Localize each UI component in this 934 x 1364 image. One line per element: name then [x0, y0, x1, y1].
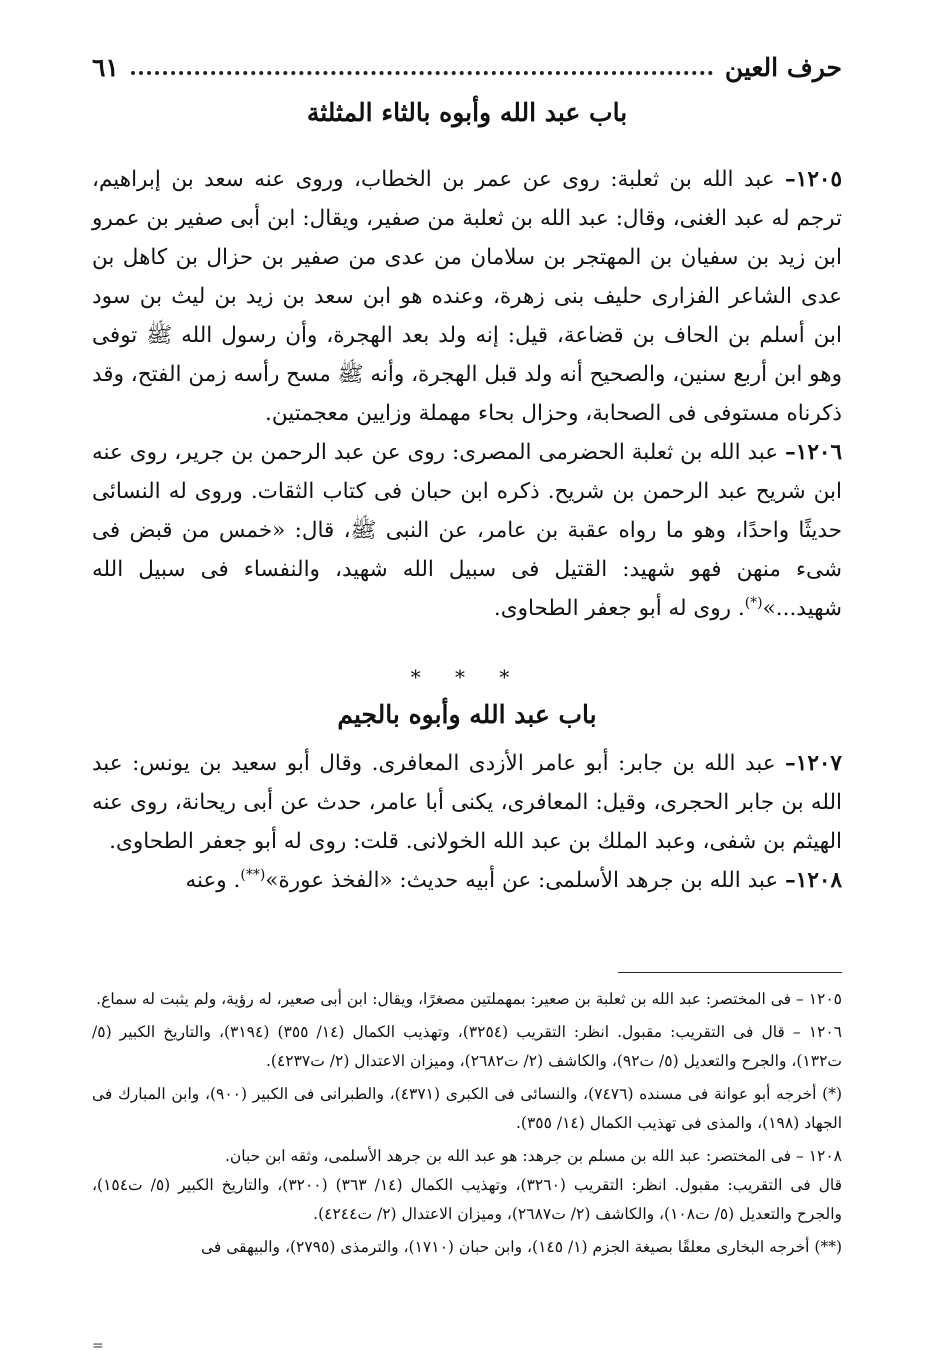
section-separator: * * * — [410, 665, 524, 689]
footnote-double-star: (**) أخرجه البخارى معلقًا بصيغة الجزم (١/ ١٤٥)، وابن حبان (١٧١٠)، والترمذى (٢٧٩٥)، والبيهقى فى — [201, 1238, 842, 1256]
footnote-1206: ١٢٠٦ – قال فى التقريب: مقبول. انظر: التقريب (٣٢٥٤)، وتهذيب الكمال (١٤/ ٣٥٥) (٣١٩٤)، والتاريخ الكبير (٥/ ت١٣٢)، والجرح والتعديل (٥/ ت٩٢)، والكاشف (٢/ ت٢٦٨٢)، وميزان الاعتدال (٢/ ت٤٢٣٧). — [92, 1023, 842, 1070]
chapter-title: حرف العين — [724, 52, 842, 82]
footnote-ref[interactable]: (**) — [240, 866, 266, 883]
footnotes — [92, 985, 842, 1262]
entry-number: ١٢٠٨– — [785, 868, 842, 893]
footnote-1208: ١٢٠٨ – فى المختصر: عبد الله بن مسلم بن جرهد: هو عبد الله بن جرهد الأسلمى، وثقه ابن حبان. — [224, 1147, 842, 1165]
entry-text-tail: . وعنه — [185, 868, 241, 893]
entry-1208 — [92, 861, 842, 900]
entry-text-tail: . روى له أبو جعفر الطحاوى. — [493, 596, 745, 621]
entry-text: عبد الله بن ثعلبة: روى عن عمر بن الخطاب، وروى عنه سعد بن إبراهيم، ترجم له عبد الغنى، وقال: عبد الله بن ثعلبة من صفير، ويقال: ابن أبى صفير بن عمرو ابن زيد بن سفيان بن المهتجر بن سلامان من عدى من صفير بن حزال بن كاهل بن عدى الشاعر الفزارى حليف بنى زهرة، وعنده هو ابن سعد بن زيد بن ليث بن سود ابن أسلم بن الحاف بن قضاعة، قيل: إنه ولد بعد الهجرة، وأن رسول الله ﷺ توفى وهو ابن أربع سنين، والصحيح أنه ولد قبل الهجرة، وأنه ﷺ مسح رأسه زمن الفتح، وقد ذكرناه مستوفى فى الصحابة، وحزال بحاء مهملة وزايين معجمتين. — [92, 167, 842, 426]
footnote-1208-cont: قال فى التقريب: مقبول. انظر: التقريب (٣٢٦٠)، وتهذيب الكمال (١٤/ ٣٦٣) (٣٢٠٠)، والتاريخ الكبير (٥/ ت١٥٤)، والجرح والتعديل (٥/ ت١٠٨)، والكاشف (٢/ ت٢٦٨٧)، وميزان الاعتدال (٢/ ت٤٢٤٤). — [92, 1176, 843, 1223]
entry-text: عبد الله بن ثعلبة الحضرمى المصرى: روى عن عبد الرحمن بن جرير، روى عنه ابن شريح عبد الرحمن بن شريح. ذكره ابن حبان فى كتاب الثقات. وروى له النسائى حديثًا واحدًا، وهو ما رواه عقبة بن عامر، عن النبى ﷺ، قال: «خمس من قبض فى شىء منهن فهو شهيد: القتيل فى سبيل الله شهيد، والنفساء فى سبيل الله شهيد...» — [92, 440, 842, 621]
entry-number: ١٢٠٦– — [785, 440, 842, 465]
footnote-star: (*) أخرجه أبو عوانة فى مسنده (٧٤٧٦)، والنسائى فى الكبرى (٤٣٧١)، والطبرانى فى الكبير (٩٠٠)، وابن المبارك فى الجهاد (١٩٨)، والمذى فى تهذيب الكمال (١٤/ ٣٥٥). — [92, 1085, 843, 1132]
section-title-tha: باب عبد الله وأبوه بالثاء المثلثة — [306, 98, 628, 127]
continuation-mark: = — [92, 1338, 104, 1354]
entries-block-1 — [92, 160, 842, 628]
footnote-rule — [618, 972, 842, 973]
entry-1207 — [92, 744, 842, 861]
section-title-jim: باب عبد الله وأبوه بالجيم — [337, 700, 597, 729]
page-number: ٦١ — [92, 52, 119, 82]
entry-text: عبد الله بن جابر: أبو عامر الأزدى المعافرى. وقال أبو سعيد بن يونس: عبد الله بن جابر الحجرى، وقيل: المعافرى، يكنى أبا عامر، حدث عن أبى ريحانة، روى عنه الهيثم بن شفى، وعبد الملك بن عبد الله الخولانى. قلت: روى له أبو جعفر الطحاوى. — [92, 751, 842, 854]
entries-block-2 — [92, 744, 842, 900]
entry-number: ١٢٠٥– — [785, 167, 842, 192]
entry-number: ١٢٠٧– — [785, 751, 842, 776]
running-header — [92, 44, 842, 90]
footnote-ref[interactable]: (*) — [744, 594, 763, 611]
entry-1206 — [92, 433, 842, 628]
entry-text: عبد الله بن جرهد الأسلمى: عن أبيه حديث: «الفخذ عورة» — [265, 868, 779, 893]
header-dot-leader — [131, 71, 713, 75]
footnote-1205: ١٢٠٥ – فى المختصر: عبد الله بن ثعلبة بن صعير: بمهملتين مصغرًا، ويقال: ابن أبى صعير، له رؤية، ولم يثبت له سماع. — [96, 990, 842, 1008]
entry-1205 — [92, 160, 842, 433]
